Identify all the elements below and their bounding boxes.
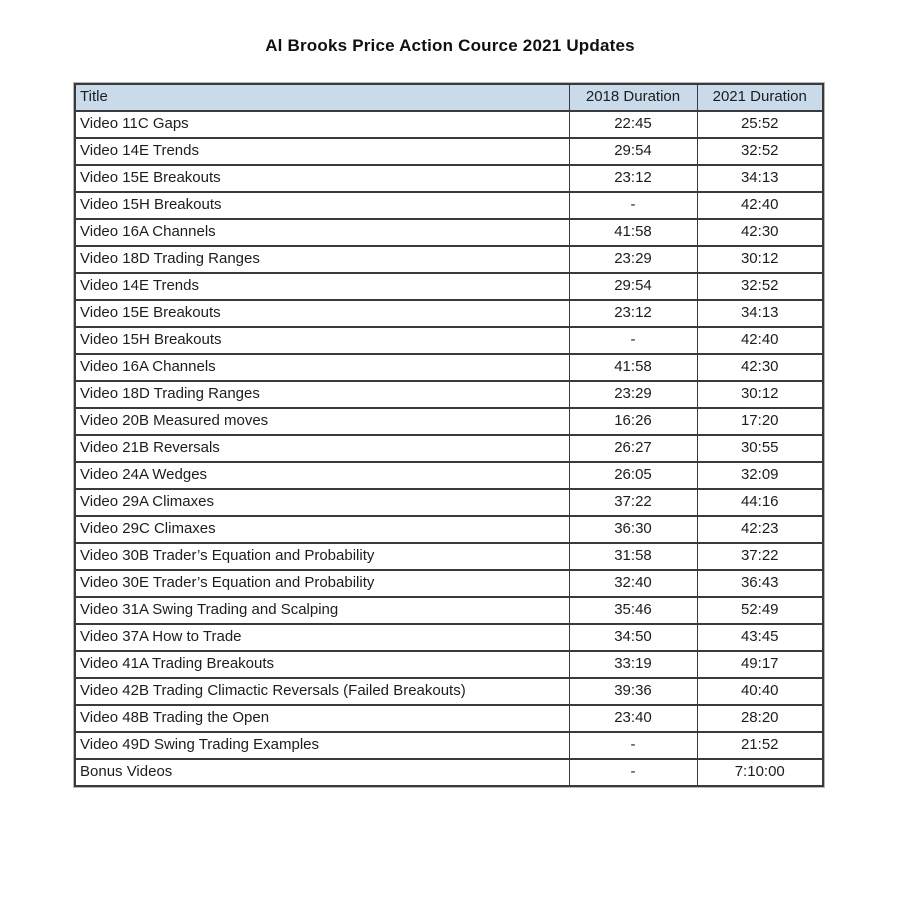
duration-2021-cell: 42:23 xyxy=(697,516,823,543)
table-body xyxy=(75,111,823,786)
video-title-cell: Video 14E Trends xyxy=(75,273,569,300)
table-row xyxy=(75,759,823,786)
duration-2021-cell: 49:17 xyxy=(697,651,823,678)
table-row xyxy=(75,327,823,354)
duration-2018-cell: 23:40 xyxy=(569,705,697,732)
video-title-cell: Video 41A Trading Breakouts xyxy=(75,651,569,678)
duration-2021-cell: 34:13 xyxy=(697,165,823,192)
duration-2018-cell: 23:12 xyxy=(569,165,697,192)
duration-2018-cell: 32:40 xyxy=(569,570,697,597)
duration-2018-cell: 41:58 xyxy=(569,354,697,381)
table-row xyxy=(75,705,823,732)
duration-2018-cell: 39:36 xyxy=(569,678,697,705)
duration-2021-cell: 30:12 xyxy=(697,381,823,408)
video-title-cell: Video 15E Breakouts xyxy=(75,165,569,192)
duration-2018-cell: 23:29 xyxy=(569,381,697,408)
table-row xyxy=(75,408,823,435)
duration-2021-cell: 43:45 xyxy=(697,624,823,651)
video-title-cell: Video 29C Climaxes xyxy=(75,516,569,543)
table-row xyxy=(75,516,823,543)
table-row xyxy=(75,354,823,381)
video-title-cell: Video 15E Breakouts xyxy=(75,300,569,327)
duration-2018-cell: - xyxy=(569,192,697,219)
video-title-cell: Video 31A Swing Trading and Scalping xyxy=(75,597,569,624)
table-row xyxy=(75,732,823,759)
table-row xyxy=(75,543,823,570)
video-title-cell: Video 48B Trading the Open xyxy=(75,705,569,732)
header-2021-duration: 2021 Duration xyxy=(697,84,823,111)
duration-2021-cell: 34:13 xyxy=(697,300,823,327)
duration-2021-cell: 52:49 xyxy=(697,597,823,624)
table-row xyxy=(75,138,823,165)
duration-2018-cell: 23:12 xyxy=(569,300,697,327)
duration-2018-cell: - xyxy=(569,732,697,759)
duration-2021-cell: 37:22 xyxy=(697,543,823,570)
video-title-cell: Video 14E Trends xyxy=(75,138,569,165)
video-title-cell: Bonus Videos xyxy=(75,759,569,786)
table-row xyxy=(75,219,823,246)
duration-2018-cell: 31:58 xyxy=(569,543,697,570)
table-row xyxy=(75,246,823,273)
table-row xyxy=(75,435,823,462)
duration-2018-cell: 33:19 xyxy=(569,651,697,678)
header-title: Title xyxy=(75,84,569,111)
table-row xyxy=(75,381,823,408)
duration-2021-cell: 30:55 xyxy=(697,435,823,462)
duration-2021-cell: 36:43 xyxy=(697,570,823,597)
duration-2018-cell: - xyxy=(569,327,697,354)
duration-2018-cell: 26:05 xyxy=(569,462,697,489)
duration-2018-cell: 26:27 xyxy=(569,435,697,462)
duration-2018-cell: 37:22 xyxy=(569,489,697,516)
video-title-cell: Video 11C Gaps xyxy=(75,111,569,138)
table-row xyxy=(75,489,823,516)
duration-2021-cell: 30:12 xyxy=(697,246,823,273)
table-row xyxy=(75,273,823,300)
duration-table xyxy=(74,83,824,787)
video-title-cell: Video 30B Trader’s Equation and Probability xyxy=(75,543,569,570)
duration-2018-cell: 16:26 xyxy=(569,408,697,435)
duration-2021-cell: 21:52 xyxy=(697,732,823,759)
video-title-cell: Video 37A How to Trade xyxy=(75,624,569,651)
video-title-cell: Video 24A Wedges xyxy=(75,462,569,489)
video-title-cell: Video 15H Breakouts xyxy=(75,327,569,354)
duration-2021-cell: 25:52 xyxy=(697,111,823,138)
duration-2021-cell: 32:52 xyxy=(697,138,823,165)
video-title-cell: Video 16A Channels xyxy=(75,354,569,381)
duration-2021-cell: 42:40 xyxy=(697,192,823,219)
duration-2018-cell: 29:54 xyxy=(569,138,697,165)
duration-2018-cell: 34:50 xyxy=(569,624,697,651)
duration-2021-cell: 40:40 xyxy=(697,678,823,705)
duration-2021-cell: 32:52 xyxy=(697,273,823,300)
table-row xyxy=(75,570,823,597)
video-title-cell: Video 18D Trading Ranges xyxy=(75,246,569,273)
table-row xyxy=(75,624,823,651)
video-title-cell: Video 21B Reversals xyxy=(75,435,569,462)
table-row xyxy=(75,192,823,219)
video-title-cell: Video 42B Trading Climactic Reversals (Failed Breakouts) xyxy=(75,678,569,705)
table-row xyxy=(75,597,823,624)
table-header xyxy=(75,84,823,111)
duration-2018-cell: 41:58 xyxy=(569,219,697,246)
duration-2021-cell: 17:20 xyxy=(697,408,823,435)
duration-2021-cell: 28:20 xyxy=(697,705,823,732)
duration-2018-cell: 22:45 xyxy=(569,111,697,138)
table-row xyxy=(75,462,823,489)
duration-2021-cell: 7:10:00 xyxy=(697,759,823,786)
table-row xyxy=(75,111,823,138)
header-row xyxy=(75,84,823,111)
table-row xyxy=(75,651,823,678)
video-title-cell: Video 16A Channels xyxy=(75,219,569,246)
duration-2021-cell: 44:16 xyxy=(697,489,823,516)
video-title-cell: Video 29A Climaxes xyxy=(75,489,569,516)
duration-2018-cell: - xyxy=(569,759,697,786)
duration-2018-cell: 29:54 xyxy=(569,273,697,300)
duration-2021-cell: 32:09 xyxy=(697,462,823,489)
duration-2021-cell: 42:30 xyxy=(697,219,823,246)
duration-2021-cell: 42:30 xyxy=(697,354,823,381)
video-title-cell: Video 18D Trading Ranges xyxy=(75,381,569,408)
table-row xyxy=(75,165,823,192)
video-title-cell: Video 49D Swing Trading Examples xyxy=(75,732,569,759)
header-2018-duration: 2018 Duration xyxy=(569,84,697,111)
duration-2018-cell: 36:30 xyxy=(569,516,697,543)
video-title-cell: Video 15H Breakouts xyxy=(75,192,569,219)
video-title-cell: Video 30E Trader’s Equation and Probability xyxy=(75,570,569,597)
table-row xyxy=(75,300,823,327)
duration-2018-cell: 35:46 xyxy=(569,597,697,624)
duration-2021-cell: 42:40 xyxy=(697,327,823,354)
video-title-cell: Video 20B Measured moves xyxy=(75,408,569,435)
duration-2018-cell: 23:29 xyxy=(569,246,697,273)
table-row xyxy=(75,678,823,705)
page-title: Al Brooks Price Action Cource 2021 Updates xyxy=(265,36,635,55)
